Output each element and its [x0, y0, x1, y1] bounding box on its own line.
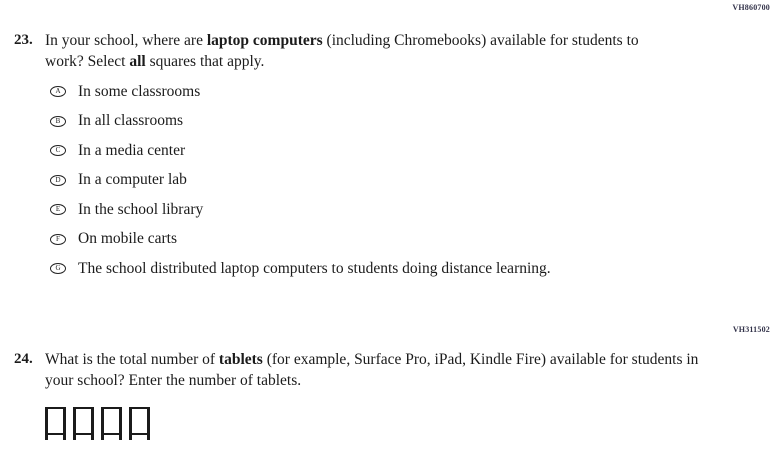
prompt-text: In your school, where are: [45, 32, 207, 49]
answer-oval-g-icon[interactable]: G: [50, 263, 66, 274]
option-row-f[interactable]: [50, 225, 551, 255]
option-label: In a media center: [78, 141, 186, 159]
answer-oval-f-icon[interactable]: F: [50, 234, 66, 245]
question-24-prompt: [45, 349, 713, 391]
prompt-bold-all: all: [129, 53, 146, 70]
prompt-bold-tablets: tablets: [218, 351, 263, 368]
question-23: [14, 30, 660, 72]
option-row-g[interactable]: [50, 254, 551, 284]
option-row-b[interactable]: [50, 107, 551, 137]
option-row-a[interactable]: [50, 77, 551, 107]
prompt-text: squares that apply.: [145, 53, 265, 70]
item-code-q23: VH860700: [732, 3, 770, 12]
answer-oval-a-icon[interactable]: A: [50, 86, 66, 97]
question-23-options: [50, 77, 551, 284]
option-label: The school distributed laptop computers to students doing distance learning.: [78, 259, 551, 277]
prompt-text: What is the total number of: [45, 351, 219, 368]
answer-oval-b-icon[interactable]: B: [50, 116, 66, 127]
option-row-c[interactable]: [50, 136, 551, 166]
option-label: In some classrooms: [78, 82, 201, 100]
answer-oval-c-icon[interactable]: C: [50, 145, 66, 156]
option-label: In a computer lab: [78, 171, 187, 189]
answer-oval-d-icon[interactable]: D: [50, 175, 66, 186]
tablet-count-digit-box[interactable]: [129, 407, 150, 435]
prompt-bold-laptop-computers: laptop computers: [206, 32, 323, 49]
option-row-d[interactable]: [50, 166, 551, 196]
option-label: On mobile carts: [78, 230, 178, 248]
prompt-text: (including Chromebooks) available for students to work? Select: [45, 32, 639, 70]
answer-oval-e-icon[interactable]: E: [50, 204, 66, 215]
option-label: In the school library: [78, 200, 204, 218]
question-24-number: 24.: [14, 351, 33, 367]
option-row-e[interactable]: [50, 195, 551, 225]
tablet-count-boxes: [45, 407, 157, 435]
tablet-count-digit-box[interactable]: [101, 407, 122, 435]
question-24: [14, 349, 713, 391]
tablet-count-digit-box[interactable]: [73, 407, 94, 435]
question-23-prompt: [45, 30, 660, 72]
item-code-q24: VH311502: [732, 325, 770, 334]
tablet-count-digit-box[interactable]: [45, 407, 66, 435]
option-label: In all classrooms: [78, 112, 184, 130]
question-23-number: 23.: [14, 32, 33, 48]
prompt-text: (for example, Surface Pro, iPad, Kindle Fire) available for students in your school? Enter the number of tablets.: [45, 351, 699, 389]
